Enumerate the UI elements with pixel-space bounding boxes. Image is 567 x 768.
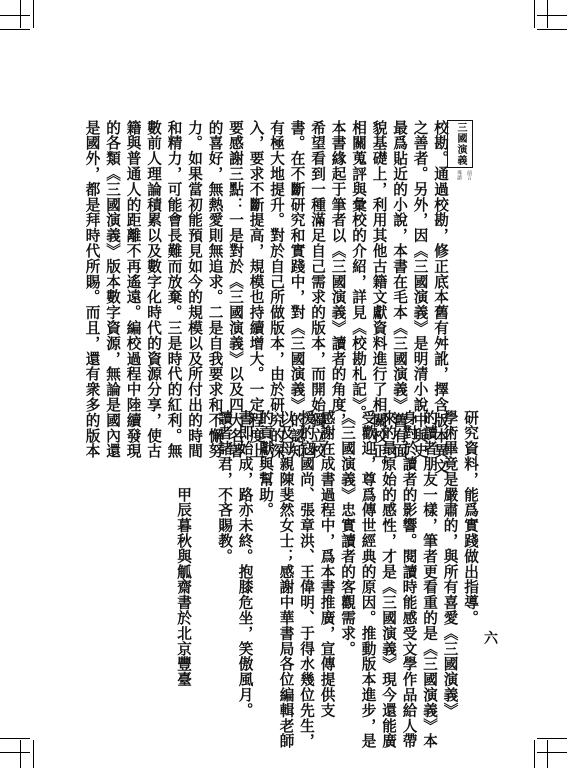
text-column: 要感謝三點：一是對於《三國演義》以及四大名著 — [227, 120, 244, 459]
text-column: 本書緣起于筆者以《三國演義》讀者的角度， — [329, 120, 347, 428]
crop-mark — [33, 740, 34, 768]
crop-mark — [0, 738, 30, 739]
text-column: 甲辰暮秋與觚齋書於北京豐臺 — [175, 410, 192, 688]
crop-mark — [547, 740, 548, 768]
text-column: 研究資料，能爲實踐做出指導。 — [462, 410, 479, 626]
text-column: 之善者。另外，因《三國演義》是明清小說中與史 — [411, 120, 429, 459]
text-column: 援的寇國尚、張章洪、王偉明、于得水幾位先生， — [298, 410, 315, 749]
text-column: 是國外，都是拜時代所賜。而且，還有衆多的版本 — [83, 120, 101, 459]
text-column: 的喜好，無熱愛則無追求。二是自我要求和不懈努 — [206, 120, 224, 459]
text-column: 以及母親陳斐然女士；感謝中華書局各位編輯老師 — [277, 410, 295, 749]
text-column: 貌基礎上，利用其他古籍文獻資料進行了相關校正。 — [370, 120, 388, 475]
text-column: 感謝在成書過程中，爲本書推廣，宣傳提供支 — [318, 410, 336, 718]
text-column: 來的最原始的感性，才是《三國演義》現今還能廣 — [380, 410, 397, 749]
text-column: 有極大地提升。對於自己所做版本，由於研究的深 — [268, 120, 285, 459]
crop-mark — [20, 740, 21, 768]
crop-mark — [537, 15, 567, 16]
text-column: 受歡迎，尊爲傳世經典的原因。推動版本進步，是 — [359, 410, 377, 749]
text-column: 書。在不斷研究和實踐中，對《三國演義》的認知 — [288, 120, 306, 459]
text-column: 數前人理論積累以及數字化時代的資源分享，使古 — [145, 120, 162, 459]
text-column: 讀者諸君，不吝賜教。 — [216, 410, 233, 564]
crop-mark — [20, 0, 21, 28]
text-column: 希望看到一種滿足自己需求的版本，而開始獨立校 — [309, 120, 326, 459]
text-column: 校勘。通過校勘，修正底本舊有舛訛，擇含版本異文 — [432, 120, 449, 475]
crop-mark — [534, 740, 535, 768]
page-number: 六 — [484, 631, 498, 647]
text-column: 書即始成，路亦未終。抱膝危坐，笑傲風月。 — [236, 410, 254, 718]
crop-mark — [537, 29, 567, 30]
crop-mark — [537, 752, 567, 753]
crop-mark — [0, 15, 30, 16]
running-head-subtitle: 前言導讀 — [456, 170, 472, 180]
text-column: 身對於讀者的影響。閱讀時能感受文學作品給人帶 — [400, 410, 418, 749]
crop-mark — [33, 0, 34, 28]
text-column: 學術畢竟是嚴肅的，與所有喜愛《三國演義》 — [441, 410, 459, 718]
text-column: 力。如果當初能預見如今的規模以及所付出的時間 — [186, 120, 203, 459]
text-column: 的讀者朋友一樣，筆者更看重的是《三國演義》本 — [421, 410, 438, 749]
text-column: 和精力，可能會長難而放棄。三是時代的紅利。無 — [165, 120, 183, 459]
crop-mark — [0, 29, 30, 30]
crop-mark — [547, 0, 548, 28]
running-head-title: 三國演義 — [447, 120, 473, 168]
crop-mark — [534, 0, 535, 28]
text-column: 籍與普通人的距離不再遙遠。編校過程中陸續發現 — [124, 120, 142, 459]
crop-mark — [0, 752, 30, 753]
text-column: 的各類《三國演義》版本數字資源，無論是國內還 — [104, 120, 121, 459]
text-column: 的貢獻與幫助。 — [257, 410, 274, 518]
text-column: 最爲貼近的小說，本書在毛本《三國演義》舊有面 — [391, 120, 408, 459]
crop-mark — [537, 738, 567, 739]
text-column: 入，要求不斷提高，規模也持續增大。一定程度上， — [247, 120, 265, 475]
text-column: 《三國演義》忠實讀者的客觀需求。 — [339, 410, 356, 657]
text-column: 相關蒐評與彙校的介紹，詳見《校勘札記》。 — [350, 120, 367, 421]
